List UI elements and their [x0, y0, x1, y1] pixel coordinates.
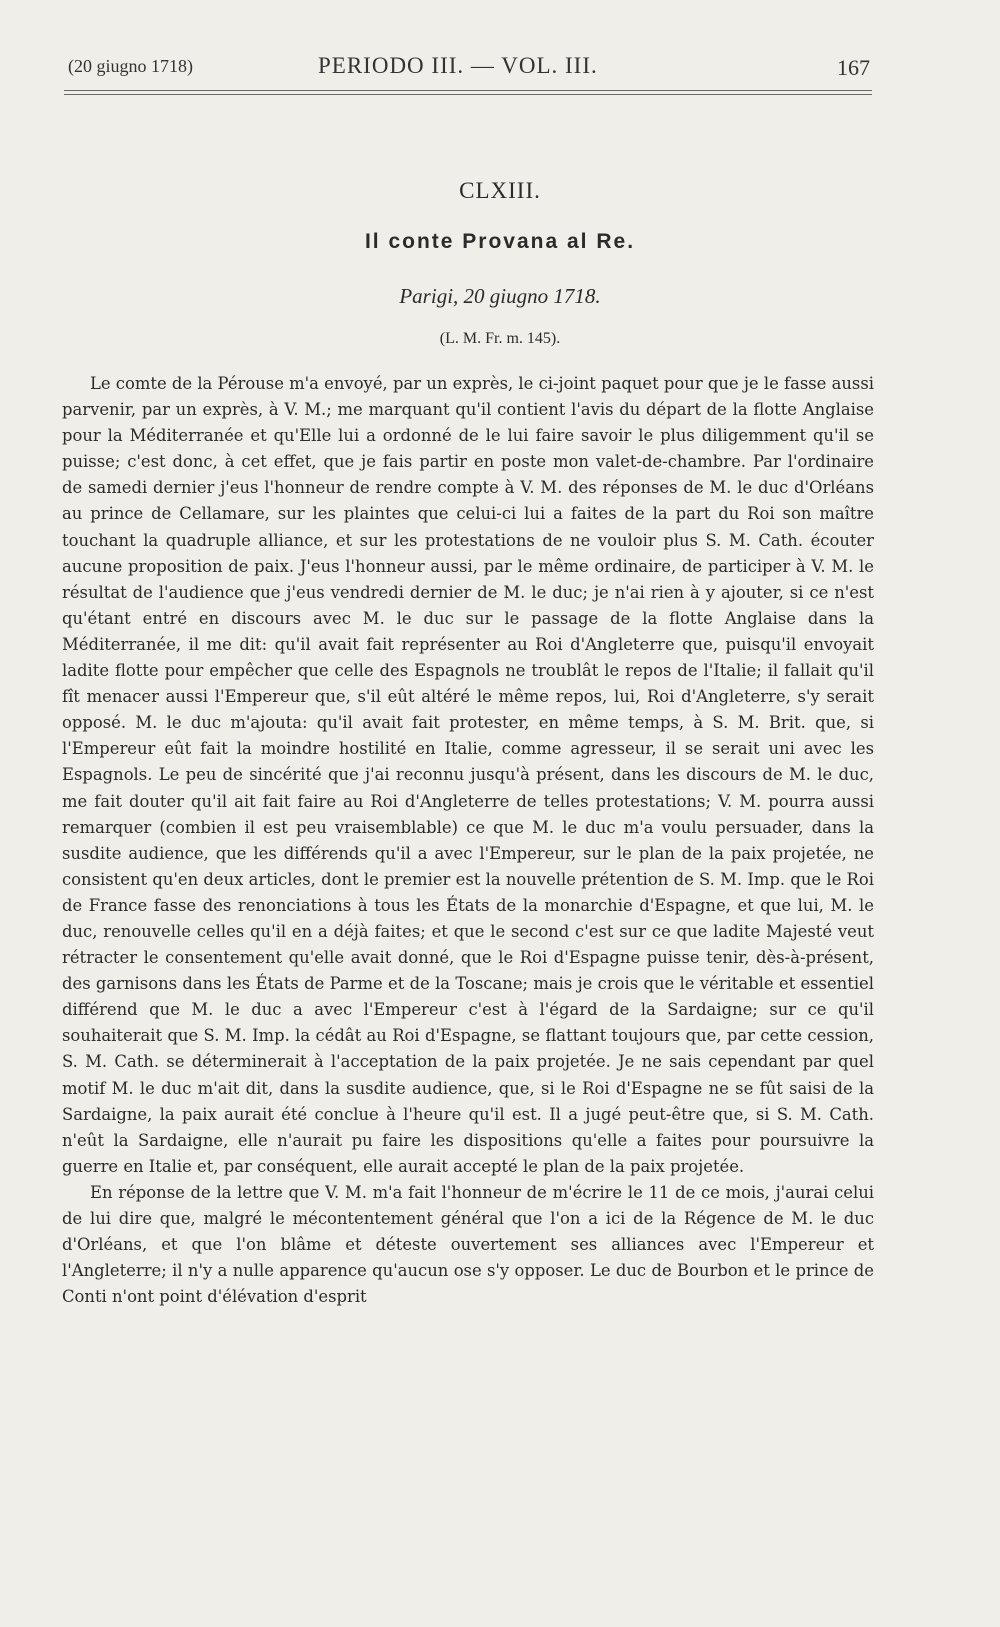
document-title: Il conte Provana al Re.	[364, 230, 636, 253]
header-rule-double	[64, 94, 872, 95]
document-source-reference: (L. M. Fr. m. 145).	[439, 330, 561, 347]
running-head	[68, 50, 870, 90]
document-place-date: Parigi, 20 giugno 1718.	[399, 284, 601, 308]
running-head-date: (20 giugno 1718)	[68, 56, 193, 76]
letter-body	[62, 371, 874, 1310]
header-rule	[64, 90, 872, 91]
running-head-title: PERIODO III. — VOL. III.	[318, 53, 598, 78]
paragraph: Le comte de la Pérouse m'a envoyé, par un exprès, le ci-joint paquet pour que je le fasse aussi parvenir, par un exprès, à V. M.; me marquant qu'il contient l'avis du départ de la flotte Anglaise pour la Méditerranée et qu'Elle lui a ordonné de le lui faire savoir le plus diligemment qu'il se puisse; c'est donc, à cet effet, que je fais partir en poste mon valet-de-chambre. Par l'ordinaire de samedi dernier j'eus l'honneur de rendre compte à V. M. des réponses de M. le duc d'Orléans au prince de Cellamare, sur les plaintes que celui-ci lui a faites de la part du Roi son maître touchant la quadruple alliance, et sur les protestations de ne vouloir plus S. M. Cath. écouter aucune proposition de paix. J'eus l'honneur aussi, par le même ordinaire, de participer à V. M. le résultat de l'audience que j'eus vendredi dernier de M. le duc; je n'ai rien à y ajouter, si ce n'est qu'étant entré en discours avec M. le duc sur le passage de la flotte Anglaise dans la Méditerranée, il me dit: qu'il avait fait représenter au Roi d'Angleterre que, puisqu'il envoyait ladite flotte pour empêcher que celle des Espagnols ne troublât le repos de l'Italie; il fallait qu'il fît menacer aussi l'Empereur que, s'il eût altéré le même repos, lui, Roi d'Angleterre, s'y serait opposé. M. le duc m'ajouta: qu'il avait fait protester, en même temps, à S. M. Brit. que, si l'Empereur eût fait la moindre hostilité en Italie, comme agresseur, il se serait uni avec les Espagnols. Le peu de sincérité que j'ai reconnu jusqu'à présent, dans les discours de M. le duc, me fait douter qu'il ait fait faire au Roi d'Angleterre de telles protestations; V. M. pourra aussi remarquer (combien il est peu vraisemblable) ce que M. le duc m'a voulu persuader, dans la susdite audience, que les différends qu'il a avec l'Empereur, sur le plan de la paix projetée, ne consistent qu'en deux articles, dont le premier est la nouvelle prétention de S. M. Imp. que le Roi de France fasse des renonciations à tous les États de la monarchie d'Espagne, et que lui, M. le duc, renouvelle celles qu'il en a déjà faites; et que le second c'est sur ce que ladite Majesté veut rétracter le consentement qu'elle avait donné, que le Roi d'Espagne puisse tenir, dès-à-présent, des garnisons dans les États de Parme et de la Toscane; mais je crois que le véritable et essentiel différend que M. le duc a avec l'Empereur c'est à l'égard de la Sardaigne; sur ce qu'il souhaiterait que S. M. Imp. la cédât au Roi d'Espagne, se flattant toujours que, par cette cession, S. M. Cath. se déterminerait à l'acceptation de la paix projetée. Je ne sais cependant par quel motif M. le duc m'ait dit, dans la susdite audience, que, si le Roi d'Espagne ne se fût saisi de la Sardaigne, la paix aurait été conclue à l'heure qu'il est. Il a jugé peut-être que, si S. M. Cath. n'eût la Sardaigne, elle n'aurait pu faire les dispositions qu'elle a faites pour poursuivre la guerre en Italie et, par conséquent, elle aurait accepté le plan de la paix projetée.	[62, 374, 874, 1176]
document-number: CLXIII.	[459, 178, 541, 203]
page-number: 167	[837, 55, 870, 80]
paragraph: En réponse de la lettre que V. M. m'a fait l'honneur de m'écrire le 11 de ce mois, j'aurai celui de lui dire que, malgré le mécontentement général que l'on a ici de la Régence de M. le duc d'Orléans, et que l'on blâme et déteste ouvertement ses alliances avec l'Empereur et l'Angleterre; il n'y a nulle apparence qu'aucun ose s'y opposer. Le duc de Bourbon et le prince de Conti n'ont point d'élévation d'esprit	[62, 1182, 874, 1307]
